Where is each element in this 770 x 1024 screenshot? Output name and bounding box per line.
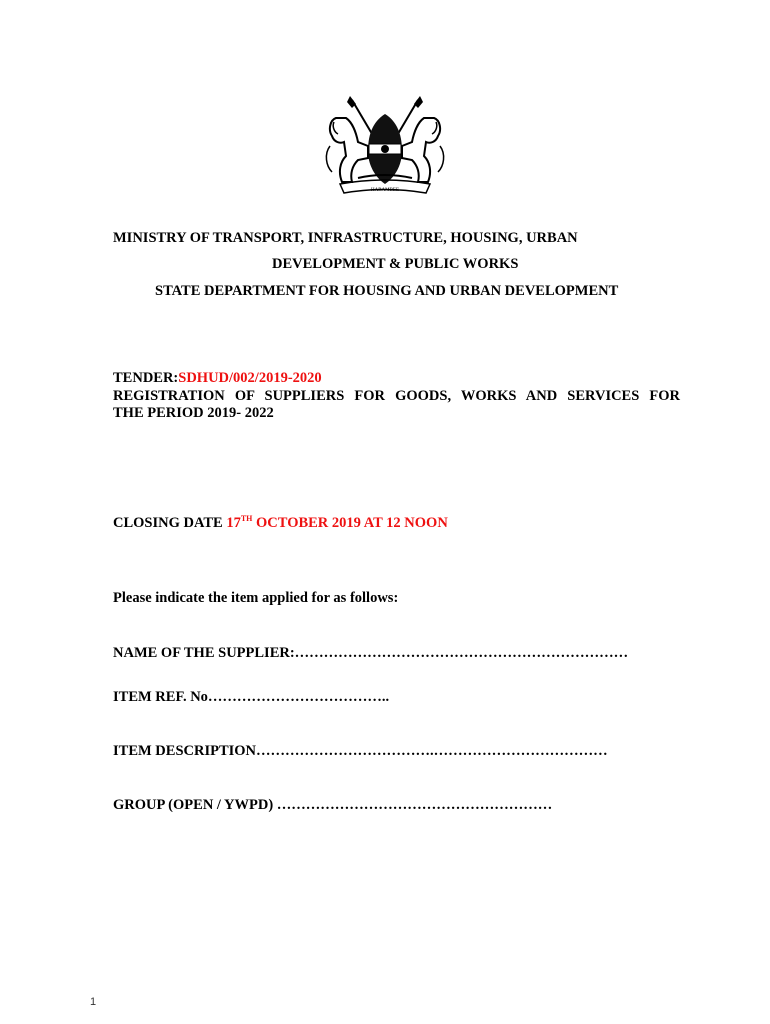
group-field[interactable]: GROUP (OPEN / YWPD) …………………………………………………: [113, 797, 553, 813]
supplier-name-field[interactable]: NAME OF THE SUPPLIER:……………………………………………………………: [113, 645, 629, 661]
svg-text:HARAMBEE: HARAMBEE: [370, 188, 400, 193]
form-instruction: Please indicate the item applied for as follows:: [113, 590, 399, 606]
ministry-title-line2: DEVELOPMENT & PUBLIC WORKS: [272, 256, 519, 272]
tender-number: SDHUD/002/2019-2020: [178, 370, 322, 386]
tender-label: TENDER:: [113, 370, 179, 386]
closing-date: [113, 514, 448, 532]
tender-title-line1: REGISTRATION OF SUPPLIERS FOR GOODS, WORKS AND SERVICES FOR: [113, 388, 680, 404]
closing-date-day: 17: [226, 515, 241, 531]
closing-date-label: CLOSING DATE: [113, 515, 227, 531]
closing-date-rest: OCTOBER 2019 AT 12 NOON: [252, 515, 448, 531]
ministry-title-line1: MINISTRY OF TRANSPORT, INFRASTRUCTURE, HOUSING, URBAN: [113, 230, 578, 246]
kenya-coat-of-arms-icon: [322, 96, 448, 196]
item-description-field[interactable]: ITEM DESCRIPTION……………………………….………………………………: [113, 743, 608, 759]
closing-date-day-suffix: TH: [240, 514, 253, 523]
item-ref-field[interactable]: ITEM REF. No………………………………..: [113, 689, 390, 705]
page-number: 1: [90, 996, 97, 1008]
department-title: STATE DEPARTMENT FOR HOUSING AND URBAN DEVELOPMENT: [155, 283, 619, 299]
tender-title-line2: THE PERIOD 2019- 2022: [113, 405, 274, 421]
tender-number-line: [113, 370, 322, 387]
